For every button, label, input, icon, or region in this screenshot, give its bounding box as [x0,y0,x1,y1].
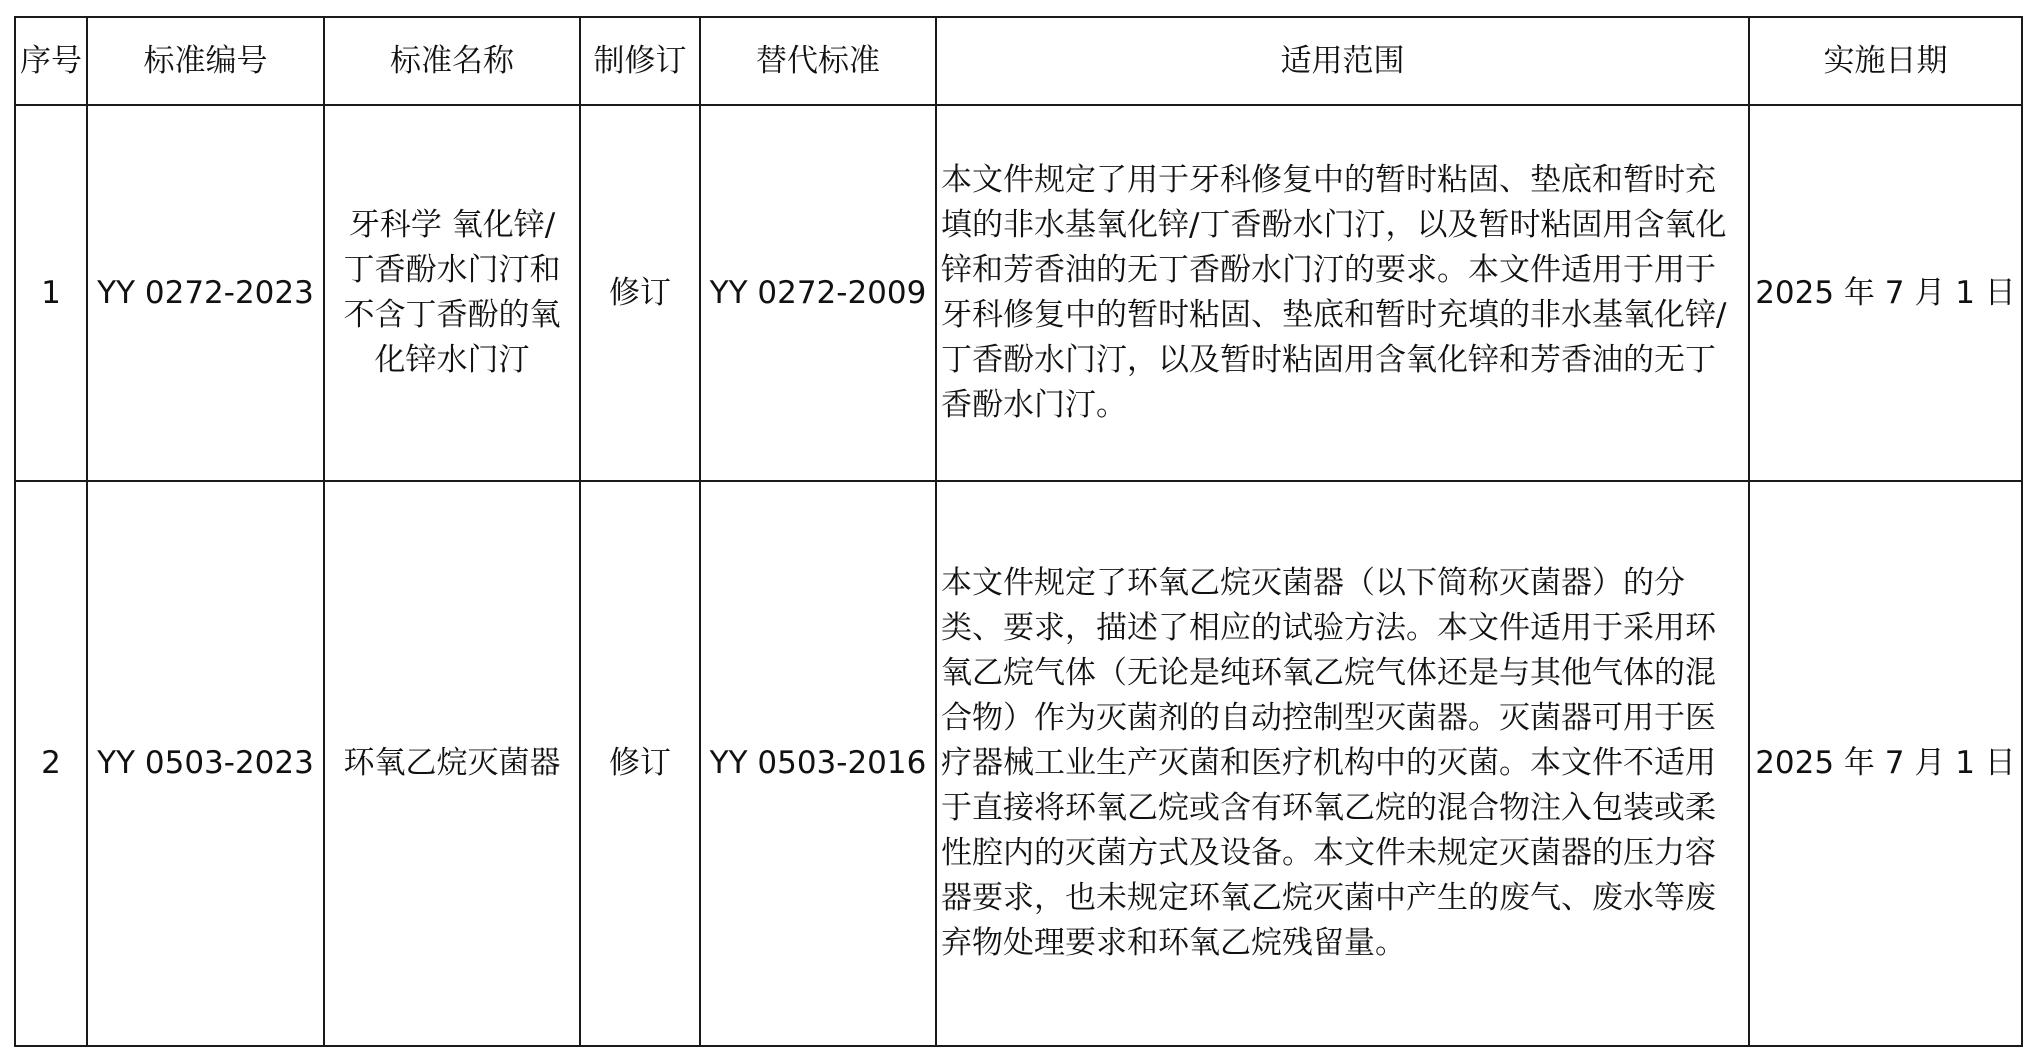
cell-number: YY 0272-2023 [87,105,324,481]
cell-seq: 2 [15,481,87,1046]
standards-table [14,16,2023,1047]
cell-replaces: YY 0503-2016 [700,481,936,1046]
header-replaces: 替代标准 [700,17,936,105]
header-seq: 序号 [15,17,87,105]
table-row [15,105,2022,481]
cell-revision: 修订 [580,105,700,481]
header-revision: 制修订 [580,17,700,105]
cell-scope: 本文件规定了用于牙科修复中的暂时粘固、垫底和暂时充填的非水基氧化锌/丁香酚水门汀，以及暂时粘固用含氧化锌和芳香油的无丁香酚水门汀的要求。本文件适用于用于牙科修复中的暂时粘固、垫底和暂时充填的非水基氧化锌/丁香酚水门汀，以及暂时粘固用含氧化锌和芳香油的无丁香酚水门汀。 [936,105,1749,481]
cell-scope: 本文件规定了环氧乙烷灭菌器（以下简称灭菌器）的分类、要求，描述了相应的试验方法。本文件适用于采用环氧乙烷气体（无论是纯环氧乙烷气体还是与其他气体的混合物）作为灭菌剂的自动控制型灭菌器。灭菌器可用于医疗器械工业生产灭菌和医疗机构中的灭菌。本文件不适用于直接将环氧乙烷或含有环氧乙烷的混合物注入包装或柔性腔内的灭菌方式及设备。本文件未规定灭菌器的压力容器要求，也未规定环氧乙烷灭菌中产生的废气、废水等废弃物处理要求和环氧乙烷残留量。 [936,481,1749,1046]
cell-date: 2025 年 7 月 1 日 [1749,105,2022,481]
table-header-row [15,17,2022,105]
standards-table-container [14,16,2023,1047]
header-date: 实施日期 [1749,17,2022,105]
cell-name: 牙科学 氧化锌/丁香酚水门汀和不含丁香酚的氧化锌水门汀 [324,105,580,481]
cell-name: 环氧乙烷灭菌器 [324,481,580,1046]
header-number: 标准编号 [87,17,324,105]
cell-revision: 修订 [580,481,700,1046]
header-name: 标准名称 [324,17,580,105]
cell-replaces: YY 0272-2009 [700,105,936,481]
table-row [15,481,2022,1046]
header-scope: 适用范围 [936,17,1749,105]
cell-seq: 1 [15,105,87,481]
cell-date: 2025 年 7 月 1 日 [1749,481,2022,1046]
cell-number: YY 0503-2023 [87,481,324,1046]
